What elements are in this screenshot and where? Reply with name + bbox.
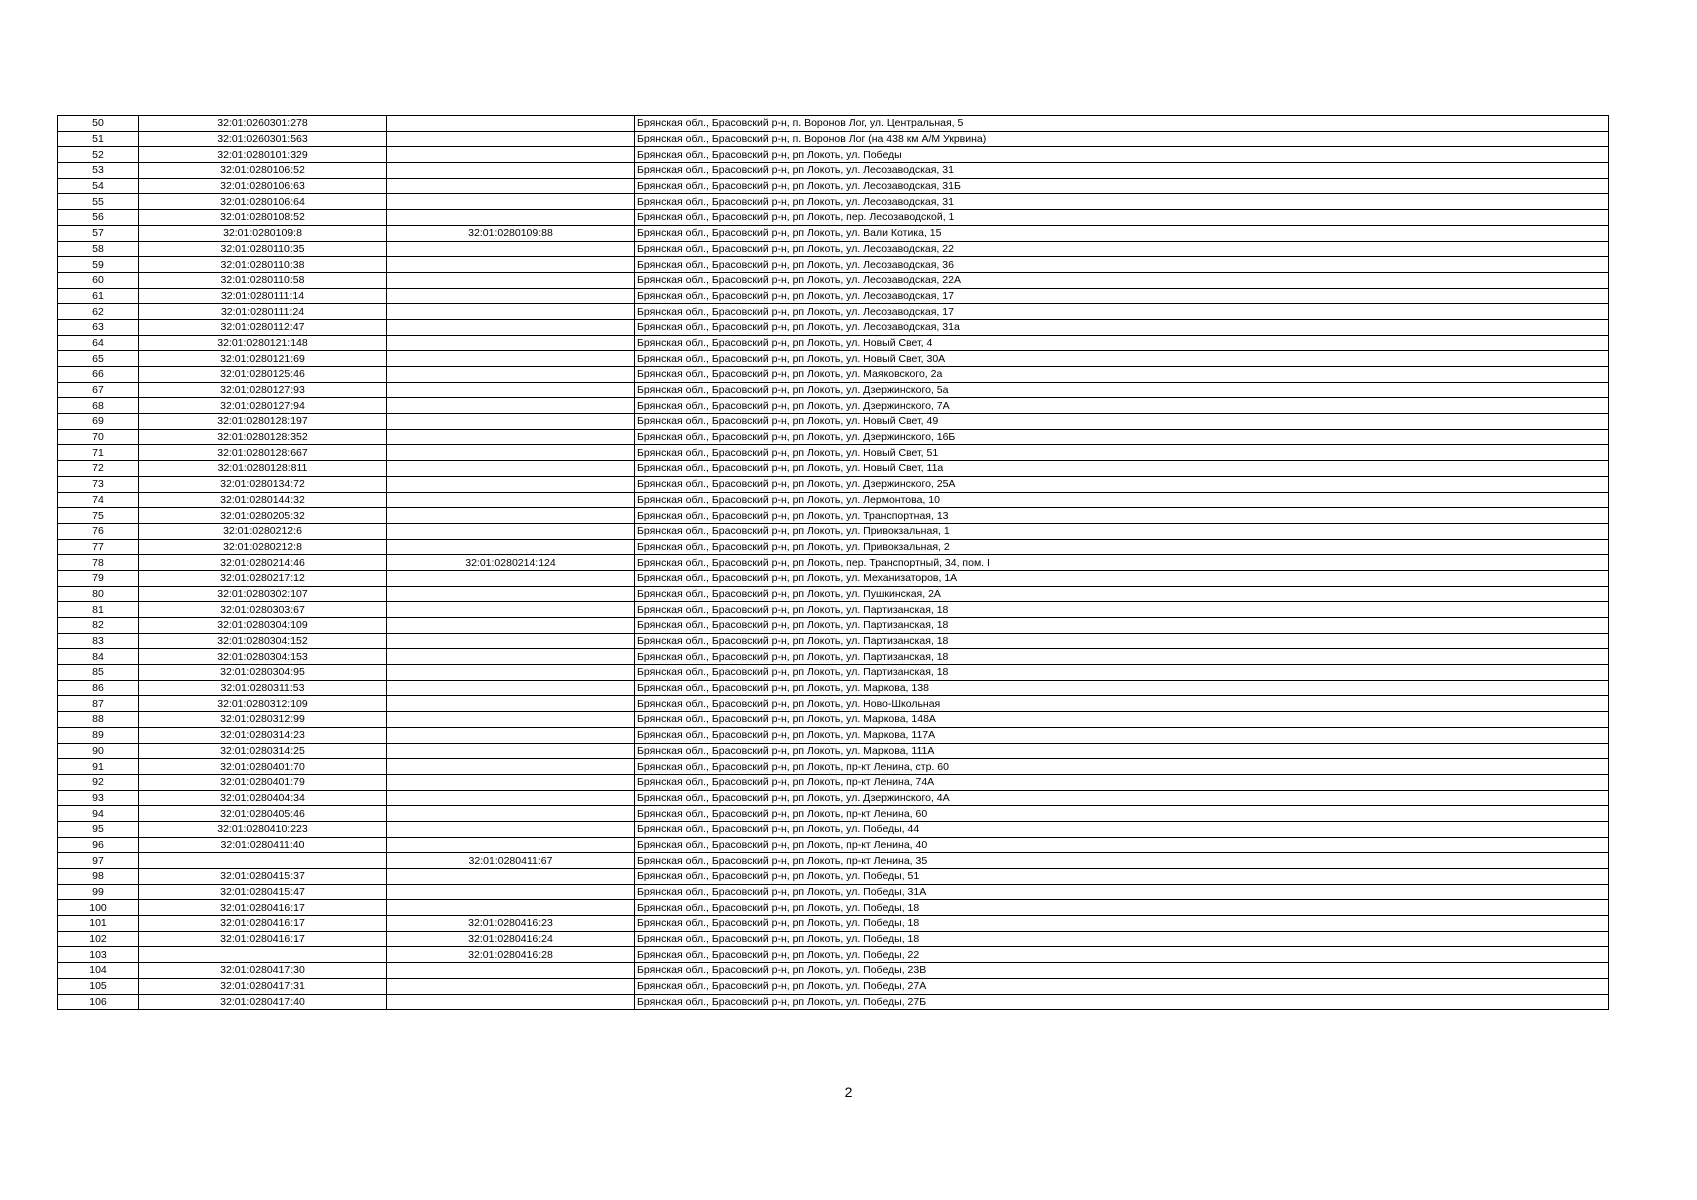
building-number-cell: [387, 461, 635, 477]
table-row: [58, 147, 1609, 163]
building-number-cell: [387, 131, 635, 147]
cadastral-number-cell: 32:01:0280314:23: [139, 727, 387, 743]
cadastral-number-cell: 32:01:0280128:811: [139, 461, 387, 477]
building-number-cell: [387, 414, 635, 430]
table-row: [58, 492, 1609, 508]
address-cell: Брянская обл., Брасовский р-н, рп Локоть, ул. Победы, 27Б: [635, 994, 1609, 1010]
table-row: [58, 523, 1609, 539]
building-number-cell: [387, 508, 635, 524]
building-number-cell: [387, 523, 635, 539]
row-number-cell: 66: [58, 367, 139, 383]
address-cell: Брянская обл., Брасовский р-н, рп Локоть, ул. Лесозаводская, 17: [635, 288, 1609, 304]
address-cell: Брянская обл., Брасовский р-н, рп Локоть, ул. Партизанская, 18: [635, 618, 1609, 634]
row-number-cell: 51: [58, 131, 139, 147]
building-number-cell: 32:01:0280109:88: [387, 225, 635, 241]
cadastral-number-cell: 32:01:0280101:329: [139, 147, 387, 163]
cadastral-number-cell: 32:01:0280401:79: [139, 774, 387, 790]
address-cell: Брянская обл., Брасовский р-н, рп Локоть, ул. Вали Котика, 15: [635, 225, 1609, 241]
row-number-cell: 101: [58, 916, 139, 932]
cadastral-number-cell: 32:01:0280314:25: [139, 743, 387, 759]
row-number-cell: 89: [58, 727, 139, 743]
table-row: [58, 272, 1609, 288]
building-number-cell: [387, 492, 635, 508]
row-number-cell: 79: [58, 570, 139, 586]
building-number-cell: 32:01:0280416:24: [387, 931, 635, 947]
cadastral-number-cell: 32:01:0280110:35: [139, 241, 387, 257]
building-number-cell: [387, 539, 635, 555]
table-row: [58, 665, 1609, 681]
address-cell: Брянская обл., Брасовский р-н, рп Локоть, ул. Маркова, 148А: [635, 712, 1609, 728]
building-number-cell: [387, 367, 635, 383]
table-row: [58, 869, 1609, 885]
row-number-cell: 90: [58, 743, 139, 759]
cadastral-number-cell: 32:01:0280404:34: [139, 790, 387, 806]
table-row: [58, 398, 1609, 414]
address-cell: Брянская обл., Брасовский р-н, рп Локоть, ул. Маркова, 117А: [635, 727, 1609, 743]
address-cell: Брянская обл., Брасовский р-н, рп Локоть, пер. Транспортный, 34, пом. I: [635, 555, 1609, 571]
building-number-cell: 32:01:0280416:23: [387, 916, 635, 932]
building-number-cell: [387, 210, 635, 226]
cadastral-number-cell: 32:01:0280111:14: [139, 288, 387, 304]
table-row: [58, 837, 1609, 853]
cadastral-number-cell: 32:01:0280304:109: [139, 618, 387, 634]
building-number-cell: [387, 790, 635, 806]
cadastral-number-cell: 32:01:0280128:667: [139, 445, 387, 461]
row-number-cell: 71: [58, 445, 139, 461]
cadastral-number-cell: 32:01:0280217:12: [139, 570, 387, 586]
building-number-cell: [387, 696, 635, 712]
cadastral-number-cell: 32:01:0280417:40: [139, 994, 387, 1010]
address-cell: Брянская обл., Брасовский р-н, рп Локоть, ул. Пушкинская, 2А: [635, 586, 1609, 602]
property-table: [57, 115, 1609, 1010]
cadastral-number-cell: [139, 853, 387, 869]
page-number: 2: [844, 1084, 853, 1100]
building-number-cell: [387, 649, 635, 665]
row-number-cell: 52: [58, 147, 139, 163]
row-number-cell: 80: [58, 586, 139, 602]
row-number-cell: 95: [58, 821, 139, 837]
address-cell: Брянская обл., Брасовский р-н, рп Локоть, ул. Победы, 27А: [635, 978, 1609, 994]
cadastral-number-cell: 32:01:0280121:69: [139, 351, 387, 367]
building-number-cell: [387, 241, 635, 257]
address-cell: Брянская обл., Брасовский р-н, рп Локоть, ул. Дзержинского, 5а: [635, 382, 1609, 398]
table-row: [58, 257, 1609, 273]
address-cell: Брянская обл., Брасовский р-н, рп Локоть, пр-кт Ленина, 35: [635, 853, 1609, 869]
row-number-cell: 96: [58, 837, 139, 853]
row-number-cell: 97: [58, 853, 139, 869]
cadastral-number-cell: 32:01:0280416:17: [139, 900, 387, 916]
cadastral-number-cell: 32:01:0280411:40: [139, 837, 387, 853]
table-row: [58, 774, 1609, 790]
address-cell: Брянская обл., Брасовский р-н, рп Локоть, ул. Победы, 18: [635, 916, 1609, 932]
cadastral-number-cell: 32:01:0280106:63: [139, 178, 387, 194]
address-cell: Брянская обл., Брасовский р-н, п. Воронов Лог, ул. Центральная, 5: [635, 116, 1609, 132]
cadastral-number-cell: 32:01:0280106:64: [139, 194, 387, 210]
row-number-cell: 60: [58, 272, 139, 288]
building-number-cell: [387, 304, 635, 320]
cadastral-number-cell: 32:01:0280311:53: [139, 680, 387, 696]
row-number-cell: 91: [58, 759, 139, 775]
row-number-cell: 92: [58, 774, 139, 790]
row-number-cell: 100: [58, 900, 139, 916]
building-number-cell: [387, 743, 635, 759]
building-number-cell: [387, 272, 635, 288]
table-row: [58, 680, 1609, 696]
table-row: [58, 476, 1609, 492]
row-number-cell: 104: [58, 963, 139, 979]
row-number-cell: 106: [58, 994, 139, 1010]
address-cell: Брянская обл., Брасовский р-н, рп Локоть, ул. Лесозаводская, 17: [635, 304, 1609, 320]
row-number-cell: 105: [58, 978, 139, 994]
building-number-cell: [387, 680, 635, 696]
building-number-cell: [387, 194, 635, 210]
row-number-cell: 64: [58, 335, 139, 351]
row-number-cell: 70: [58, 429, 139, 445]
address-cell: Брянская обл., Брасовский р-н, рп Локоть, ул. Дзержинского, 25А: [635, 476, 1609, 492]
cadastral-number-cell: 32:01:0280304:153: [139, 649, 387, 665]
building-number-cell: [387, 335, 635, 351]
address-cell: Брянская обл., Брасовский р-н, рп Локоть, ул. Лесозаводская, 31а: [635, 319, 1609, 335]
address-cell: Брянская обл., Брасовский р-н, рп Локоть, ул. Победы, 31А: [635, 884, 1609, 900]
row-number-cell: 58: [58, 241, 139, 257]
row-number-cell: 87: [58, 696, 139, 712]
address-cell: Брянская обл., Брасовский р-н, рп Локоть, ул. Победы, 18: [635, 931, 1609, 947]
table-row: [58, 790, 1609, 806]
cadastral-number-cell: 32:01:0280312:99: [139, 712, 387, 728]
cadastral-number-cell: 32:01:0280303:67: [139, 602, 387, 618]
table-row: [58, 414, 1609, 430]
table-row: [58, 900, 1609, 916]
table-row: [58, 931, 1609, 947]
building-number-cell: [387, 351, 635, 367]
cadastral-number-cell: 32:01:0280134:72: [139, 476, 387, 492]
address-cell: Брянская обл., Брасовский р-н, рп Локоть, ул. Лесозаводская, 22А: [635, 272, 1609, 288]
cadastral-number-cell: 32:01:0280144:32: [139, 492, 387, 508]
table-row: [58, 445, 1609, 461]
address-cell: Брянская обл., Брасовский р-н, рп Локоть, ул. Маркова, 111А: [635, 743, 1609, 759]
building-number-cell: [387, 602, 635, 618]
cadastral-number-cell: 32:01:0280302:107: [139, 586, 387, 602]
building-number-cell: [387, 116, 635, 132]
row-number-cell: 73: [58, 476, 139, 492]
table-row: [58, 429, 1609, 445]
address-cell: Брянская обл., Брасовский р-н, рп Локоть, пр-кт Ленина, 74А: [635, 774, 1609, 790]
row-number-cell: 62: [58, 304, 139, 320]
building-number-cell: [387, 978, 635, 994]
table-row: [58, 367, 1609, 383]
row-number-cell: 50: [58, 116, 139, 132]
address-cell: Брянская обл., Брасовский р-н, рп Локоть, ул. Привокзальная, 1: [635, 523, 1609, 539]
row-number-cell: 78: [58, 555, 139, 571]
building-number-cell: [387, 963, 635, 979]
address-cell: Брянская обл., Брасовский р-н, рп Локоть, ул. Победы, 23В: [635, 963, 1609, 979]
table-row: [58, 539, 1609, 555]
building-number-cell: [387, 257, 635, 273]
cadastral-number-cell: 32:01:0280416:17: [139, 931, 387, 947]
address-cell: Брянская обл., Брасовский р-н, рп Локоть, ул. Новый Свет, 49: [635, 414, 1609, 430]
table-row: [58, 712, 1609, 728]
building-number-cell: [387, 806, 635, 822]
address-cell: Брянская обл., Брасовский р-н, рп Локоть, пр-кт Ленина, стр. 60: [635, 759, 1609, 775]
building-number-cell: [387, 994, 635, 1010]
building-number-cell: [387, 633, 635, 649]
cadastral-number-cell: 32:01:0280112:47: [139, 319, 387, 335]
cadastral-number-cell: 32:01:0280417:30: [139, 963, 387, 979]
cadastral-number-cell: 32:01:0280312:109: [139, 696, 387, 712]
address-cell: Брянская обл., Брасовский р-н, рп Локоть, ул. Дзержинского, 7А: [635, 398, 1609, 414]
address-cell: Брянская обл., Брасовский р-н, рп Локоть, ул. Лесозаводская, 31: [635, 194, 1609, 210]
cadastral-number-cell: 32:01:0280304:152: [139, 633, 387, 649]
cadastral-number-cell: 32:01:0280205:32: [139, 508, 387, 524]
row-number-cell: 56: [58, 210, 139, 226]
cadastral-number-cell: 32:01:0280128:197: [139, 414, 387, 430]
row-number-cell: 74: [58, 492, 139, 508]
row-number-cell: 81: [58, 602, 139, 618]
table-row: [58, 555, 1609, 571]
table-row: [58, 382, 1609, 398]
row-number-cell: 99: [58, 884, 139, 900]
address-cell: Брянская обл., Брасовский р-н, рп Локоть, ул. Победы, 51: [635, 869, 1609, 885]
row-number-cell: 102: [58, 931, 139, 947]
address-cell: Брянская обл., Брасовский р-н, рп Локоть, ул. Партизанская, 18: [635, 665, 1609, 681]
cadastral-number-cell: 32:01:0280111:24: [139, 304, 387, 320]
row-number-cell: 84: [58, 649, 139, 665]
building-number-cell: 32:01:0280416:28: [387, 947, 635, 963]
address-cell: Брянская обл., Брасовский р-н, рп Локоть, ул. Победы, 18: [635, 900, 1609, 916]
building-number-cell: [387, 712, 635, 728]
table-row: [58, 586, 1609, 602]
address-cell: Брянская обл., Брасовский р-н, рп Локоть, ул. Лесозаводская, 31: [635, 163, 1609, 179]
building-number-cell: [387, 178, 635, 194]
table-row: [58, 696, 1609, 712]
table-row: [58, 163, 1609, 179]
row-number-cell: 72: [58, 461, 139, 477]
address-cell: Брянская обл., Брасовский р-н, рп Локоть, ул. Маркова, 138: [635, 680, 1609, 696]
cadastral-number-cell: 32:01:0280212:6: [139, 523, 387, 539]
table-row: [58, 116, 1609, 132]
building-number-cell: 32:01:0280214:124: [387, 555, 635, 571]
table-row: [58, 853, 1609, 869]
cadastral-number-cell: 32:01:0280121:148: [139, 335, 387, 351]
address-cell: Брянская обл., Брасовский р-н, рп Локоть, ул. Победы: [635, 147, 1609, 163]
address-cell: Брянская обл., Брасовский р-н, рп Локоть, ул. Лесозаводская, 22: [635, 241, 1609, 257]
table-row: [58, 743, 1609, 759]
building-number-cell: 32:01:0280411:67: [387, 853, 635, 869]
address-cell: Брянская обл., Брасовский р-н, рп Локоть, ул. Партизанская, 18: [635, 602, 1609, 618]
building-number-cell: [387, 429, 635, 445]
table-row: [58, 335, 1609, 351]
cadastral-number-cell: 32:01:0280401:70: [139, 759, 387, 775]
building-number-cell: [387, 759, 635, 775]
building-number-cell: [387, 476, 635, 492]
table-row: [58, 727, 1609, 743]
address-cell: Брянская обл., Брасовский р-н, рп Локоть, ул. Лесозаводская, 36: [635, 257, 1609, 273]
address-cell: Брянская обл., Брасовский р-н, рп Локоть, ул. Лермонтова, 10: [635, 492, 1609, 508]
building-number-cell: [387, 727, 635, 743]
table-row: [58, 131, 1609, 147]
cadastral-number-cell: 32:01:0280415:47: [139, 884, 387, 900]
building-number-cell: [387, 900, 635, 916]
cadastral-number-cell: 32:01:0280109:8: [139, 225, 387, 241]
row-number-cell: 94: [58, 806, 139, 822]
table-row: [58, 570, 1609, 586]
cadastral-number-cell: 32:01:0280405:46: [139, 806, 387, 822]
row-number-cell: 61: [58, 288, 139, 304]
address-cell: Брянская обл., Брасовский р-н, п. Воронов Лог (на 438 км А/М Укрвина): [635, 131, 1609, 147]
row-number-cell: 65: [58, 351, 139, 367]
address-cell: Брянская обл., Брасовский р-н, рп Локоть, ул. Дзержинского, 16Б: [635, 429, 1609, 445]
address-cell: Брянская обл., Брасовский р-н, рп Локоть, ул. Привокзальная, 2: [635, 539, 1609, 555]
table-row: [58, 319, 1609, 335]
building-number-cell: [387, 586, 635, 602]
building-number-cell: [387, 288, 635, 304]
row-number-cell: 88: [58, 712, 139, 728]
row-number-cell: 93: [58, 790, 139, 806]
row-number-cell: 55: [58, 194, 139, 210]
cadastral-number-cell: 32:01:0280106:52: [139, 163, 387, 179]
building-number-cell: [387, 147, 635, 163]
table-row: [58, 806, 1609, 822]
address-cell: Брянская обл., Брасовский р-н, рп Локоть, пр-кт Ленина, 40: [635, 837, 1609, 853]
building-number-cell: [387, 319, 635, 335]
building-number-cell: [387, 774, 635, 790]
table-row: [58, 947, 1609, 963]
address-cell: Брянская обл., Брасовский р-н, рп Локоть, ул. Победы, 22: [635, 947, 1609, 963]
address-cell: Брянская обл., Брасовский р-н, рп Локоть, пр-кт Ленина, 60: [635, 806, 1609, 822]
cadastral-number-cell: 32:01:0280128:352: [139, 429, 387, 445]
table-row: [58, 978, 1609, 994]
row-number-cell: 82: [58, 618, 139, 634]
row-number-cell: 103: [58, 947, 139, 963]
cadastral-number-cell: 32:01:0280417:31: [139, 978, 387, 994]
address-cell: Брянская обл., Брасовский р-н, рп Локоть, ул. Партизанская, 18: [635, 633, 1609, 649]
table-row: [58, 508, 1609, 524]
cadastral-number-cell: 32:01:0280304:95: [139, 665, 387, 681]
building-number-cell: [387, 665, 635, 681]
table-row: [58, 461, 1609, 477]
table-row: [58, 288, 1609, 304]
building-number-cell: [387, 382, 635, 398]
building-number-cell: [387, 869, 635, 885]
building-number-cell: [387, 884, 635, 900]
table-row: [58, 210, 1609, 226]
address-cell: Брянская обл., Брасовский р-н, рп Локоть, ул. Механизаторов, 1А: [635, 570, 1609, 586]
building-number-cell: [387, 837, 635, 853]
address-cell: Брянская обл., Брасовский р-н, рп Локоть, ул. Маяковского, 2а: [635, 367, 1609, 383]
cadastral-number-cell: 32:01:0280410:223: [139, 821, 387, 837]
building-number-cell: [387, 445, 635, 461]
table-row: [58, 241, 1609, 257]
table-row: [58, 759, 1609, 775]
address-cell: Брянская обл., Брасовский р-н, рп Локоть, ул. Партизанская, 18: [635, 649, 1609, 665]
table-row: [58, 649, 1609, 665]
address-cell: Брянская обл., Брасовский р-н, рп Локоть, ул. Ново-Школьная: [635, 696, 1609, 712]
cadastral-number-cell: 32:01:0280214:46: [139, 555, 387, 571]
row-number-cell: 68: [58, 398, 139, 414]
cadastral-number-cell: [139, 947, 387, 963]
table-row: [58, 994, 1609, 1010]
row-number-cell: 53: [58, 163, 139, 179]
address-cell: Брянская обл., Брасовский р-н, рп Локоть, ул. Транспортная, 13: [635, 508, 1609, 524]
table-row: [58, 633, 1609, 649]
cadastral-number-cell: 32:01:0260301:563: [139, 131, 387, 147]
cadastral-number-cell: 32:01:0280110:58: [139, 272, 387, 288]
row-number-cell: 67: [58, 382, 139, 398]
address-cell: Брянская обл., Брасовский р-н, рп Локоть, ул. Победы, 44: [635, 821, 1609, 837]
cadastral-number-cell: 32:01:0280212:8: [139, 539, 387, 555]
row-number-cell: 63: [58, 319, 139, 335]
table-row: [58, 884, 1609, 900]
row-number-cell: 54: [58, 178, 139, 194]
row-number-cell: 86: [58, 680, 139, 696]
row-number-cell: 59: [58, 257, 139, 273]
row-number-cell: 75: [58, 508, 139, 524]
cadastral-number-cell: 32:01:0260301:278: [139, 116, 387, 132]
address-cell: Брянская обл., Брасовский р-н, рп Локоть, ул. Новый Свет, 30А: [635, 351, 1609, 367]
table-row: [58, 602, 1609, 618]
table-row: [58, 351, 1609, 367]
row-number-cell: 69: [58, 414, 139, 430]
table-row: [58, 963, 1609, 979]
cadastral-number-cell: 32:01:0280110:38: [139, 257, 387, 273]
row-number-cell: 98: [58, 869, 139, 885]
table-row: [58, 821, 1609, 837]
cadastral-number-cell: 32:01:0280127:93: [139, 382, 387, 398]
building-number-cell: [387, 821, 635, 837]
row-number-cell: 85: [58, 665, 139, 681]
building-number-cell: [387, 398, 635, 414]
address-cell: Брянская обл., Брасовский р-н, рп Локоть, ул. Новый Свет, 4: [635, 335, 1609, 351]
table-row: [58, 304, 1609, 320]
table-row: [58, 618, 1609, 634]
cadastral-number-cell: 32:01:0280127:94: [139, 398, 387, 414]
building-number-cell: [387, 618, 635, 634]
property-table-body: [58, 116, 1609, 1010]
row-number-cell: 57: [58, 225, 139, 241]
address-cell: Брянская обл., Брасовский р-н, рп Локоть, пер. Лесозаводской, 1: [635, 210, 1609, 226]
row-number-cell: 76: [58, 523, 139, 539]
table-row: [58, 194, 1609, 210]
table-row: [58, 225, 1609, 241]
address-cell: Брянская обл., Брасовский р-н, рп Локоть, ул. Новый Свет, 11а: [635, 461, 1609, 477]
row-number-cell: 83: [58, 633, 139, 649]
address-cell: Брянская обл., Брасовский р-н, рп Локоть, ул. Дзержинского, 4А: [635, 790, 1609, 806]
cadastral-number-cell: 32:01:0280415:37: [139, 869, 387, 885]
table-row: [58, 916, 1609, 932]
building-number-cell: [387, 570, 635, 586]
cadastral-number-cell: 32:01:0280108:52: [139, 210, 387, 226]
address-cell: Брянская обл., Брасовский р-н, рп Локоть, ул. Лесозаводская, 31Б: [635, 178, 1609, 194]
cadastral-number-cell: 32:01:0280125:46: [139, 367, 387, 383]
table-row: [58, 178, 1609, 194]
cadastral-number-cell: 32:01:0280416:17: [139, 916, 387, 932]
row-number-cell: 77: [58, 539, 139, 555]
address-cell: Брянская обл., Брасовский р-н, рп Локоть, ул. Новый Свет, 51: [635, 445, 1609, 461]
building-number-cell: [387, 163, 635, 179]
